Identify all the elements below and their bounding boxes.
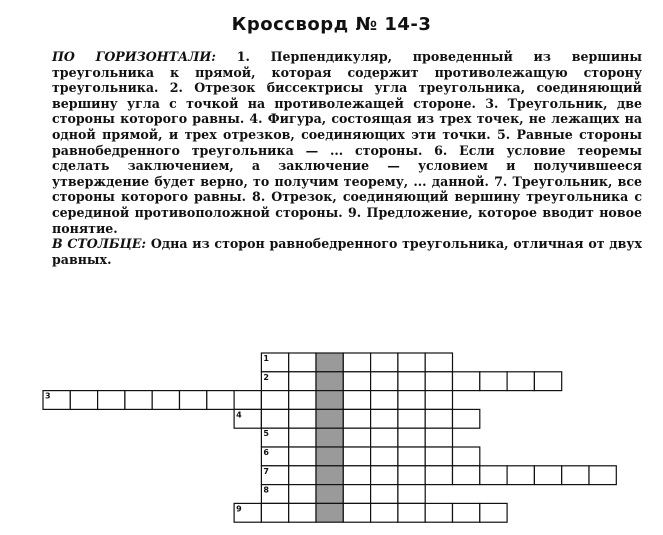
- crossword-cell[interactable]: [289, 372, 316, 391]
- crossword-cell[interactable]: [398, 353, 425, 372]
- crossword-cell[interactable]: [343, 353, 370, 372]
- column-heading: В СТОЛБЦЕ:: [52, 236, 147, 252]
- crossword-cell[interactable]: [371, 447, 398, 466]
- key-column-cell[interactable]: [316, 428, 343, 447]
- crossword-cell[interactable]: [425, 372, 452, 391]
- crossword-row-8: [261, 485, 425, 504]
- crossword-row-7: [261, 466, 616, 485]
- crossword-row-1: [261, 353, 452, 372]
- crossword-cell[interactable]: [207, 391, 234, 410]
- crossword-cell[interactable]: [261, 391, 288, 410]
- clue-number: 2: [263, 372, 269, 382]
- crossword-cell[interactable]: [398, 485, 425, 504]
- crossword-cell[interactable]: [180, 391, 207, 410]
- crossword-row-3: [43, 391, 453, 410]
- crossword-cell[interactable]: [343, 372, 370, 391]
- crossword-cell[interactable]: [343, 466, 370, 485]
- crossword-cell[interactable]: [289, 353, 316, 372]
- crossword-cell[interactable]: [343, 503, 370, 522]
- crossword-cell[interactable]: [398, 372, 425, 391]
- crossword-cell[interactable]: [425, 353, 452, 372]
- crossword-cell[interactable]: [234, 391, 261, 410]
- crossword-cell[interactable]: [480, 372, 507, 391]
- crossword-cell[interactable]: [371, 503, 398, 522]
- crossword-cell[interactable]: [534, 466, 561, 485]
- crossword-cell[interactable]: [534, 372, 561, 391]
- clue-number: 5: [263, 429, 269, 439]
- crossword-cell[interactable]: [289, 447, 316, 466]
- crossword-cell[interactable]: [98, 391, 125, 410]
- crossword-cell[interactable]: [453, 447, 480, 466]
- crossword-cell[interactable]: [425, 409, 452, 428]
- crossword-cell[interactable]: [371, 391, 398, 410]
- crossword-cell[interactable]: [398, 503, 425, 522]
- key-column-cell[interactable]: [316, 503, 343, 522]
- across-heading: ПО ГОРИЗОНТАЛИ:: [52, 49, 216, 64]
- crossword-cell[interactable]: [480, 503, 507, 522]
- key-column-cell[interactable]: [316, 447, 343, 466]
- key-column-cell[interactable]: [316, 391, 343, 410]
- crossword-cell[interactable]: [289, 466, 316, 485]
- crossword-cell[interactable]: [261, 503, 288, 522]
- crossword-cell[interactable]: [425, 428, 452, 447]
- clue-number: 1: [263, 354, 269, 363]
- crossword-cell[interactable]: [152, 391, 179, 410]
- crossword-cell[interactable]: [507, 466, 534, 485]
- key-column-cell[interactable]: [316, 372, 343, 391]
- crossword-cell[interactable]: [371, 466, 398, 485]
- crossword-cell[interactable]: [453, 372, 480, 391]
- crossword-cell[interactable]: [125, 391, 152, 410]
- crossword-cell[interactable]: [343, 447, 370, 466]
- key-column-cell[interactable]: [316, 485, 343, 504]
- crossword-cell[interactable]: [371, 372, 398, 391]
- crossword-row-4: [234, 409, 480, 428]
- crossword-cell[interactable]: [371, 353, 398, 372]
- clue-number: 6: [263, 448, 269, 457]
- crossword-cell[interactable]: [371, 485, 398, 504]
- crossword-row-2: [261, 372, 561, 391]
- crossword-cell[interactable]: [398, 391, 425, 410]
- clue-number: 7: [263, 466, 269, 476]
- crossword-cell[interactable]: [398, 409, 425, 428]
- crossword-cell[interactable]: [453, 409, 480, 428]
- page-title: Кроссворд № 14-3: [231, 14, 432, 35]
- crossword-cell[interactable]: [289, 409, 316, 428]
- across-clues-text: 1. Перпендикуляр, проведенный из вершины треугольника к прямой, которая содержит противолежащую сторону треугольника. 2. Отрезок биссектрисы угла треугольника, соединяющий вершину угла с точкой на противолежащей стороне. 3. Треугольник, две стороны которого равны. 4. Фигура, состоящая из трех точек, не лежащих на одной прямой, и трех отрезков, соединяющих эти точки. 5. Равные стороны равнобедренного треугольника — ... стороны. 6. Если условие теоремы сделать заключением, а заключение — условием и получившееся утверждение будет верно, то получим теорему, ... данной. 7. Треугольник, все стороны которого равны. 8. Отрезок, соединяющий вершину треугольника с серединой противоположной стороны. 9. Предложение, которое вводит новое понятие.: [52, 49, 642, 236]
- crossword-cell[interactable]: [343, 428, 370, 447]
- crossword-cell[interactable]: [261, 409, 288, 428]
- crossword-cell[interactable]: [289, 503, 316, 522]
- crossword-cell[interactable]: [398, 428, 425, 447]
- key-column-cell[interactable]: [316, 409, 343, 428]
- crossword-cell[interactable]: [371, 409, 398, 428]
- crossword-cell[interactable]: [70, 391, 97, 410]
- crossword-cell[interactable]: [589, 466, 616, 485]
- crossword-cell[interactable]: [371, 428, 398, 447]
- crossword-cell[interactable]: [425, 466, 452, 485]
- crossword-cell[interactable]: [425, 391, 452, 410]
- clue-number: 8: [263, 485, 269, 495]
- crossword-cell[interactable]: [453, 503, 480, 522]
- clue-number: 9: [236, 504, 242, 514]
- crossword-cell[interactable]: [425, 447, 452, 466]
- crossword-cell[interactable]: [398, 447, 425, 466]
- crossword-row-9: [234, 503, 507, 522]
- clue-number: 4: [236, 410, 242, 420]
- crossword-cell[interactable]: [453, 466, 480, 485]
- clue-number: 3: [45, 391, 51, 401]
- crossword-cell[interactable]: [343, 485, 370, 504]
- crossword-cell[interactable]: [343, 409, 370, 428]
- crossword-cell[interactable]: [480, 466, 507, 485]
- column-clue-text: Одна из сторон равнобедренного треугольника, отличная от двух равных.: [52, 236, 642, 267]
- key-column-cell[interactable]: [316, 466, 343, 485]
- crossword-row-5: [261, 428, 452, 447]
- crossword-cell[interactable]: [289, 428, 316, 447]
- crossword-cell[interactable]: [343, 391, 370, 410]
- crossword-cell[interactable]: [398, 466, 425, 485]
- crossword-cell[interactable]: [507, 372, 534, 391]
- crossword-cell[interactable]: [562, 466, 589, 485]
- crossword-cell[interactable]: [289, 391, 316, 410]
- crossword-cell[interactable]: [425, 503, 452, 522]
- key-column-cell[interactable]: [316, 353, 343, 372]
- crossword-cell[interactable]: [289, 485, 316, 504]
- crossword-row-6: [261, 447, 479, 466]
